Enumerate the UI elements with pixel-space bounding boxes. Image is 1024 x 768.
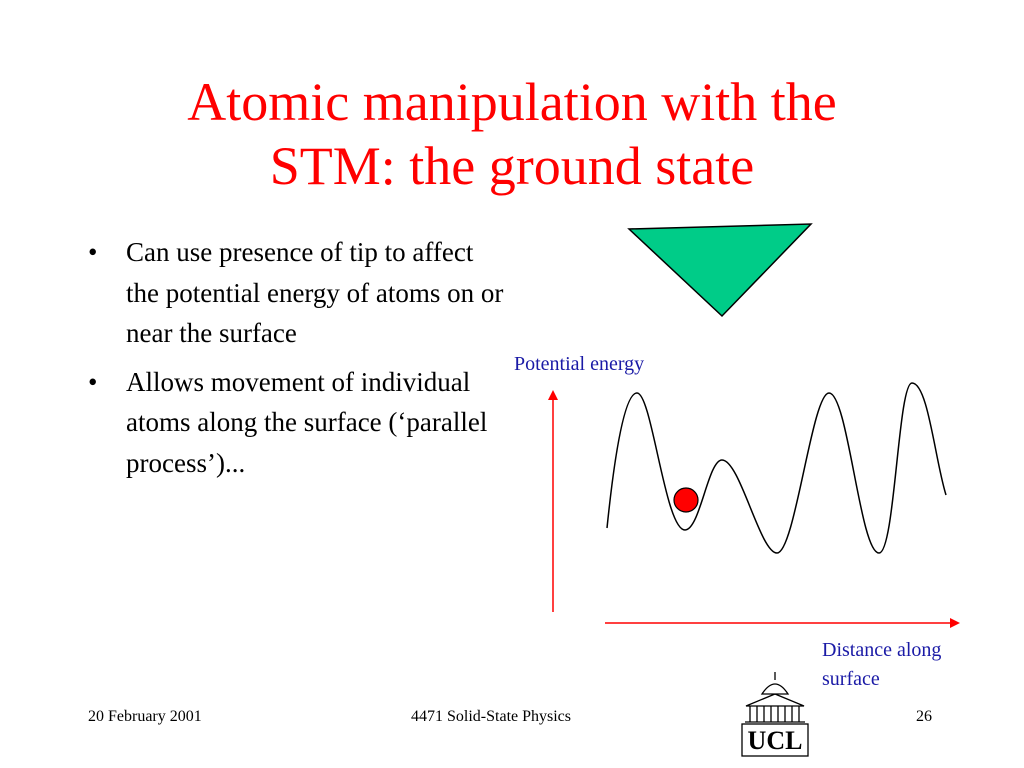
x-axis-label-line2: surface xyxy=(822,668,880,690)
bullet-text: Can use presence of tip to affect the potential energy of atoms on or near the surface xyxy=(126,237,504,348)
footer-date: 20 February 2001 xyxy=(88,708,202,725)
atom-icon xyxy=(674,488,698,512)
bullet-icon: • xyxy=(88,237,98,267)
x-axis-label-line1: Distance along xyxy=(822,639,942,661)
slide-title-line2: STM: the ground state xyxy=(269,136,755,196)
ucl-logo-text: UCL xyxy=(747,726,803,755)
slide-title-line1: Atomic manipulation with the xyxy=(187,72,837,132)
y-axis-label: Potential energy xyxy=(514,353,645,375)
bullet-text: Allows movement of individual atoms along the surface (‘parallel process’)... xyxy=(126,366,488,478)
footer-course: 4471 Solid-State Physics xyxy=(411,708,572,725)
bullet-icon: • xyxy=(88,366,98,397)
page-number: 26 xyxy=(916,708,932,725)
potential-curve xyxy=(607,383,946,553)
x-axis-label xyxy=(822,636,941,694)
stm-tip-icon xyxy=(629,224,811,316)
